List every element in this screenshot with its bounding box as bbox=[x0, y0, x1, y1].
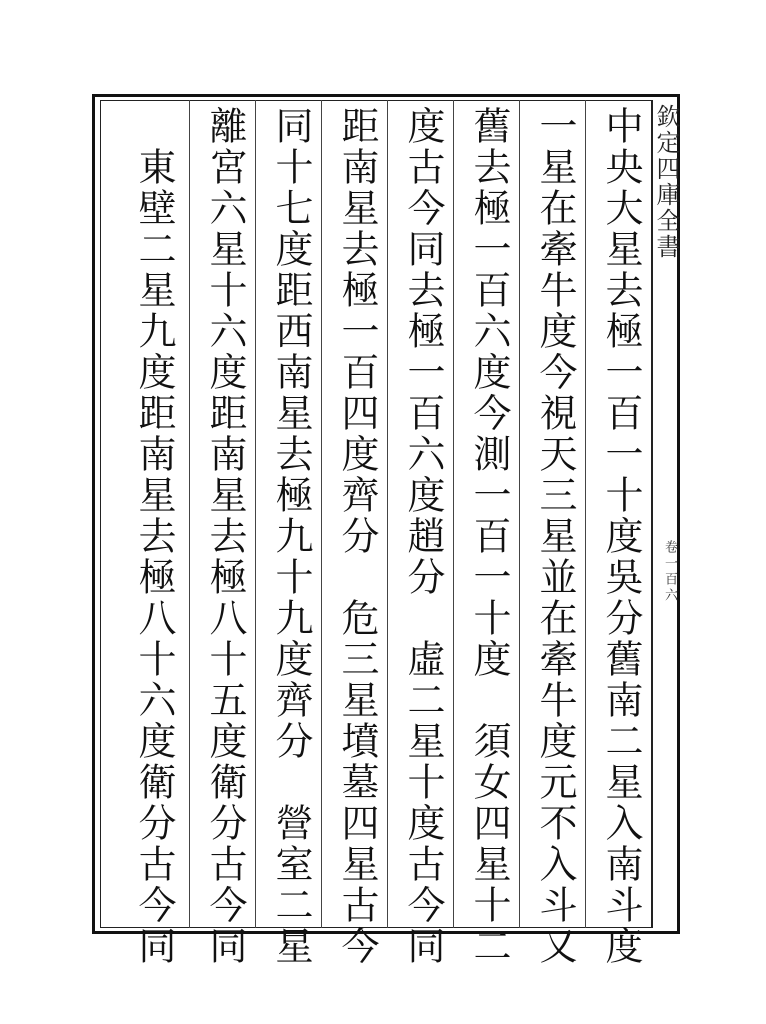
column-rule bbox=[453, 100, 454, 928]
text-column-8: 東壁二星九度距南星去極八十六度衛分古今同 bbox=[132, 106, 176, 967]
book-title: 欽定四庫全書 bbox=[652, 104, 680, 260]
text-column-2: 一星在牽牛度今視天三星並在牽牛度元不入斗又 bbox=[533, 106, 577, 967]
column-rule bbox=[519, 100, 520, 928]
text-column-7: 離宮六星十六度距南星去極八十五度衛分古今同 bbox=[203, 106, 247, 967]
column-rule bbox=[321, 100, 322, 928]
text-column-6: 同十七度距西南星去極九十九度齊分 營室二星 bbox=[269, 106, 313, 967]
column-rule bbox=[387, 100, 388, 928]
column-rule bbox=[255, 100, 256, 928]
book-margin bbox=[652, 100, 678, 928]
text-column-5: 距南星去極一百四度齊分 危三星墳墓四星古今 bbox=[335, 106, 379, 967]
text-column-1: 中央大星去極一百一十度吳分舊南二星入南斗度 bbox=[599, 106, 643, 967]
column-rule bbox=[585, 100, 586, 928]
volume-number: 卷一百六 bbox=[662, 540, 677, 604]
text-column-4: 度古今同去極一百六度趙分 虛二星十度古今同 bbox=[401, 106, 445, 967]
text-column-3: 舊去極一百六度今測一百一十度 須女四星十二 bbox=[467, 106, 511, 967]
column-rule bbox=[189, 100, 190, 928]
